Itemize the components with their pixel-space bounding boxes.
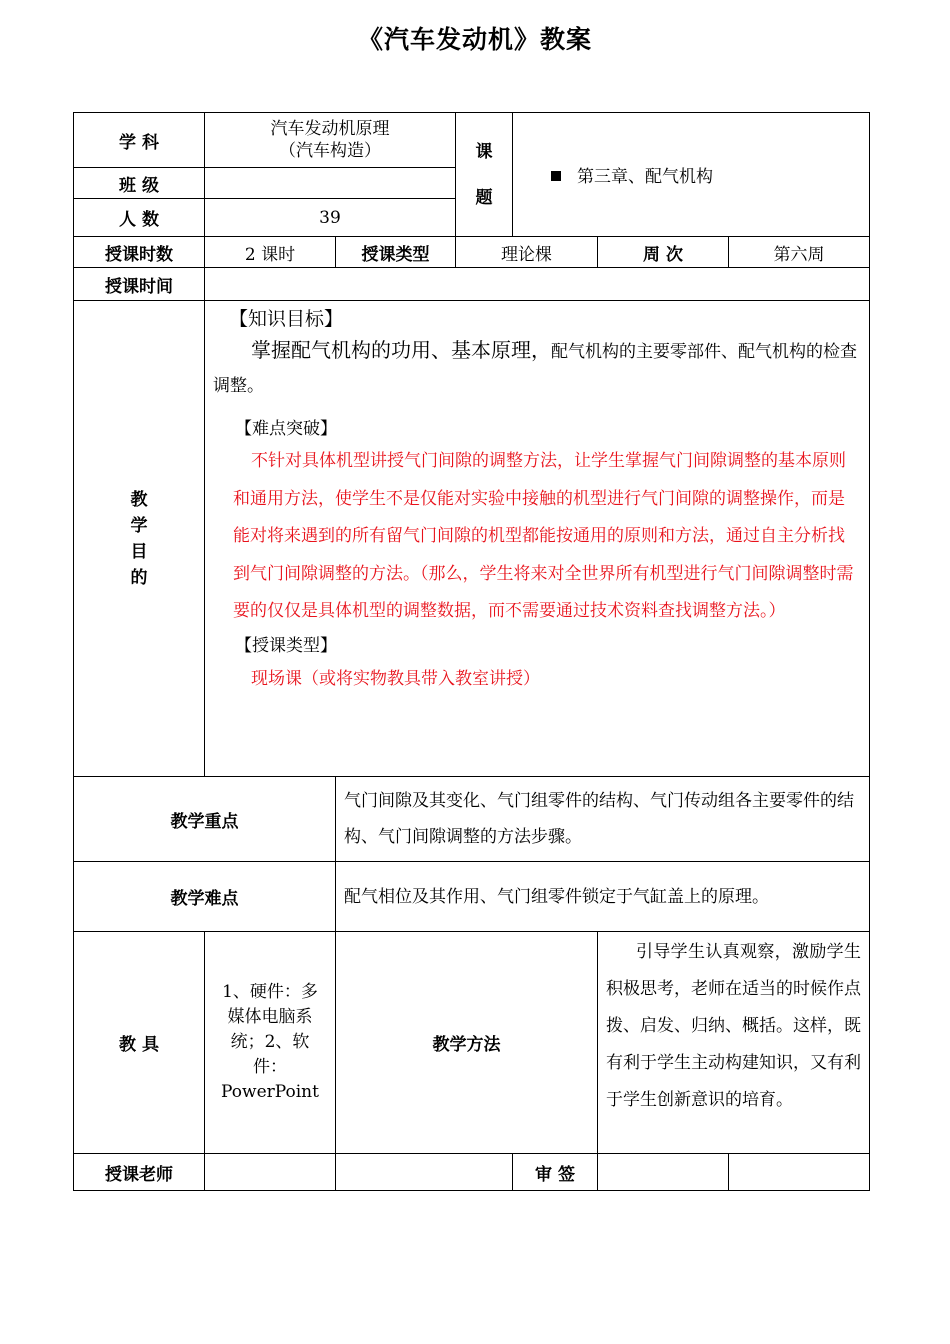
count-value: 39 [205,199,456,237]
objective-content [205,301,870,777]
subject-value-line1: 汽车发动机原理 [270,119,390,139]
objective-label-char: 的 [130,567,148,588]
objective-label-char: 学 [130,515,148,536]
key-points-label: 教学重点 [74,777,336,862]
row-hours [74,237,870,268]
hours-label: 授课时数 [74,237,205,268]
type-text: 现场课（或将实物教具带入教室讲授） [251,668,540,689]
tools-text: 1、硬件：多媒体电脑系统；2、软件：PowerPoint [205,932,336,1154]
difficulties-text: 配气相位及其作用、气门组零件锁定于气缸盖上的原理。 [336,862,870,932]
hours-value: 2 课时 [205,237,336,268]
key-points-text: 气门间隙及其变化、气门组零件的结构、气门传动组各主要零件的结构、气门间隙调整的方法步骤。 [336,777,870,862]
week-value: 第六周 [729,237,870,268]
count-label: 人 数 [74,199,205,237]
subject-value [205,113,456,168]
row-key-points [74,777,870,862]
time-value [205,268,870,301]
review-label: 审 签 [513,1154,598,1191]
type-heading: 【授课类型】 [235,635,337,656]
subject-label: 学 科 [74,113,205,168]
difficulty-heading: 【难点突破】 [235,419,337,439]
row-time [74,268,870,301]
teacher-value [205,1154,336,1191]
objective-label [74,301,205,777]
difficulties-label: 教学难点 [74,862,336,932]
method-text [598,932,870,1154]
subject-value-line2: （汽车构造） [279,141,381,161]
row-difficulties [74,862,870,932]
knowledge-text-large: 掌握配气机构的功用、基本原理， [251,338,551,362]
class-value [205,168,456,199]
topic-text: 第三章、配气机构 [577,167,713,187]
difficulty-text: 不针对具体机型讲授气门间隙的调整方法，让学生掌握气门间隙调整的基本原则和通用方法，使学生不是仅能对实验中接触的机型进行气门间隙的调整操作，而是能对将来遇到的所有留气门间隙的机型都能按通用的原则和方法，通过自主分析找到气门间隙调整的方法。（那么，学生将来对全世界所有机型进行气门间隙调整时需要的仅仅是具体机型的调整数据，而不需要通过技术资料查找调整方法。） [233,451,854,621]
topic-label [456,113,513,237]
teacher-label: 授课老师 [74,1154,205,1191]
time-label: 授课时间 [74,268,205,301]
type-label: 授课类型 [336,237,456,268]
row-subject [74,113,870,168]
row-objective [74,301,870,777]
objective-label-char: 目 [130,541,148,562]
blank-cell [729,1154,870,1191]
method-label: 教学方法 [336,932,598,1154]
knowledge-text [213,333,861,403]
row-tools-method [74,932,870,1154]
type-value: 理论棵 [456,237,598,268]
black-square-icon [551,171,561,181]
method-paragraph: 引导学生认真观察，激励学生积极思考，老师在适当的时候作点拨、启发、归纳、概括。这样，既有利于学生主动构建知识，又有利于学生创新意识的培育。 [606,942,861,1110]
row-signature [74,1154,870,1191]
knowledge-text-rest: 配气机构的主要零部件、配气机构的检查调整。 [213,342,857,396]
tools-label: 教 具 [74,932,205,1154]
lesson-plan-table [73,112,870,1191]
document-title: 《汽车发动机》教案 [357,25,592,54]
topic-label-char: 题 [475,187,493,208]
objective-label-char: 教 [130,489,148,510]
class-label: 班 级 [74,168,205,199]
topic-value [513,113,870,237]
review-value [598,1154,729,1191]
week-label: 周 次 [598,237,729,268]
topic-label-char: 课 [475,141,493,162]
blank-cell [336,1154,513,1191]
knowledge-heading: 【知识目标】 [229,308,344,330]
